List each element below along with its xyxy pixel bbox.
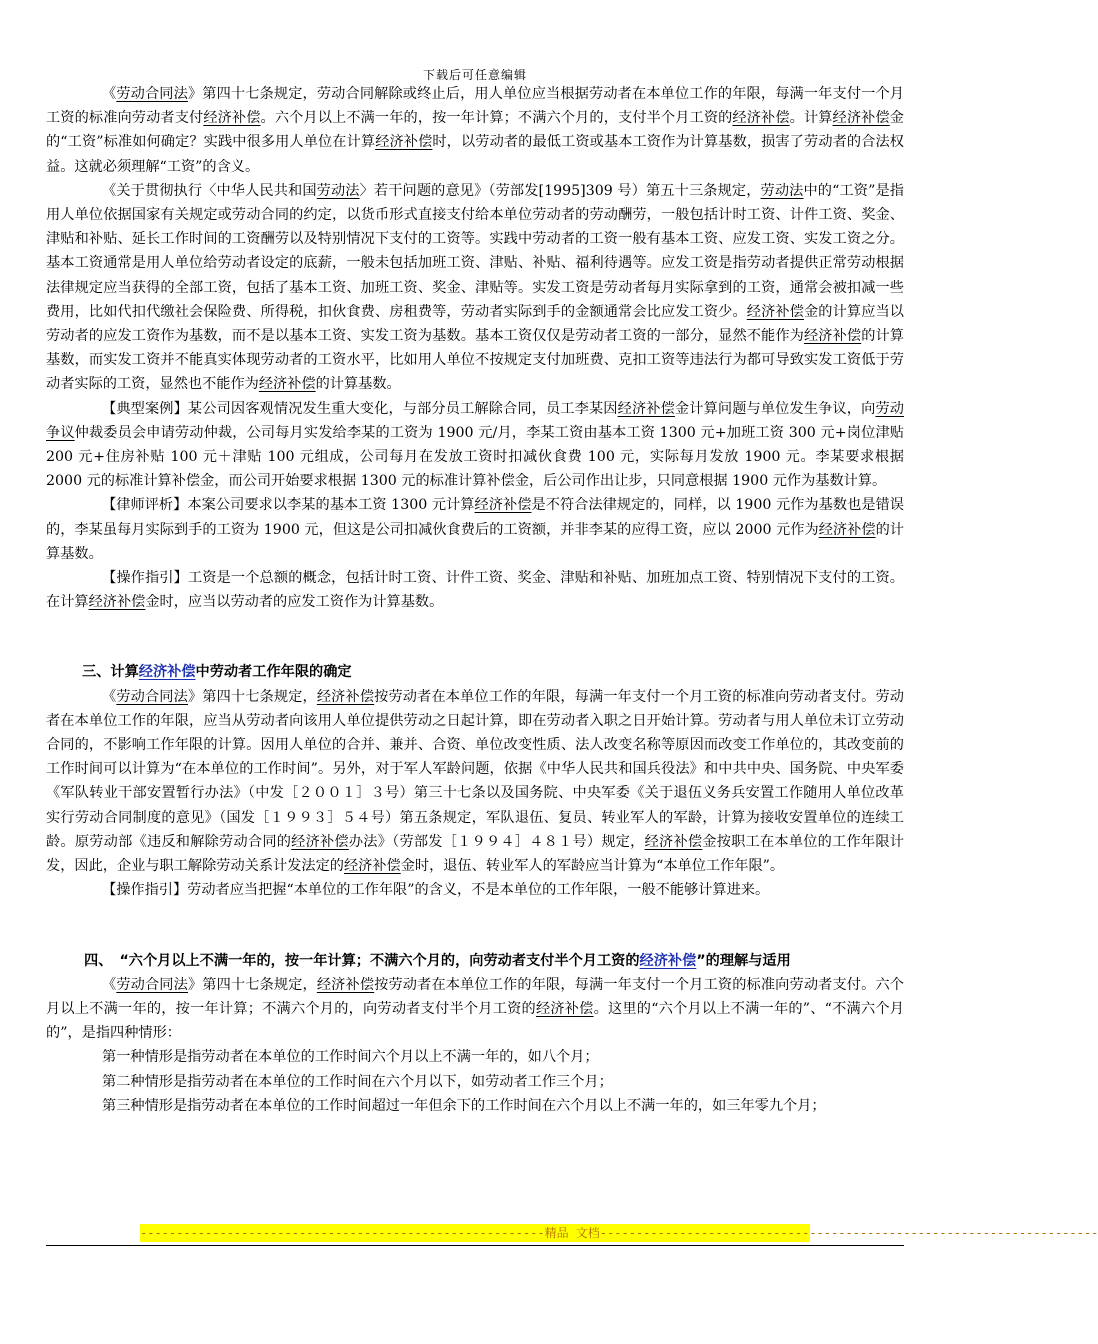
paragraph [46, 685, 904, 879]
section-wage-base [46, 82, 904, 614]
text-run: 的计算基数。 [315, 376, 401, 393]
text-run: 是不符合法律规定的，同样，以 1900 元作为基数也是错误的，李某虽每月实际到手的工资为 1900 元，但这是公司扣减伙食费后的工资额，并非李某的应得工资，应以 2000 元作为 [46, 497, 904, 538]
text-run: 【典型案例】某公司因客观情况发生重大变化，与部分员工解除合同，员工李某因 [102, 400, 618, 417]
text-run: 办法》（劳部发［１９９４］４８１号）规定， [348, 833, 645, 850]
paragraph [46, 179, 904, 397]
term-link[interactable]: 经济补偿 [746, 303, 804, 320]
page-header-note: 下载后可任意编辑 [422, 68, 527, 82]
text-run: 》第四十七条规定，劳动合同解除或终止后，用人单位应当根据劳动者在本单位工作的年限，每满一年支付一个月工资的标准向劳动者支付 [46, 86, 904, 127]
text-run: 的计算基数。 [46, 521, 904, 562]
section-six-months-rule [46, 973, 904, 1118]
text-run: 金的“工资”标准如何确定？实践中很多用人单位在计算 [46, 110, 904, 151]
footer-text: --------------------------------------------------------精品 文档--------------------------------------------------------------------- [140, 1226, 1098, 1240]
text-run: 的计算基数，而实发工资并不能真实体现劳动者的工资水平，比如用人单位不按规定支付加班费、克扣工资等违法行为都可导致实发工资低于劳动者实际的工资，显然也不能作为 [46, 328, 904, 393]
text-run: 金时，应当以劳动者的应发工资作为计算基数。 [145, 594, 444, 611]
term-link[interactable]: 经济补偿 [203, 110, 261, 127]
document-body [46, 82, 904, 1118]
footer-rule [46, 1245, 904, 1246]
paragraph [46, 1070, 904, 1094]
text-run: 》第四十七条规定， [187, 688, 317, 705]
text-run: 第一种情形是指劳动者在本单位的工作时间六个月以上不满一年的，如八个月； [102, 1049, 599, 1066]
text-run: 《关于贯彻执行〈中华人民共和国 [102, 182, 317, 199]
section-heading-4 [46, 949, 904, 973]
term-link[interactable]: 劳动合同法 [116, 86, 188, 102]
heading-text-end: 中劳动者工作年限的确定 [195, 664, 352, 681]
heading-text: 四、 “六个月以上不满一年的，按一年计算；不满六个月的，向劳动者支付半个月工资的 [84, 952, 640, 969]
text-run: 《 [102, 688, 117, 705]
term-link[interactable]: 经济补偿 [474, 497, 532, 514]
paragraph [46, 973, 904, 1046]
term-link[interactable]: 经济补偿 [375, 134, 433, 151]
term-link[interactable]: 经济补偿 [644, 833, 703, 850]
paragraph [46, 1094, 904, 1118]
term-link[interactable]: 经济补偿 [291, 833, 349, 850]
term-link[interactable]: 劳动合同法 [116, 976, 188, 993]
section-heading-3 [46, 660, 904, 684]
term-link[interactable]: 劳动争议 [46, 400, 904, 441]
text-run: 中的“工资”是指用人单位依据国家有关规定或劳动合同的约定，以货币形式直接支付给本单位劳动者的劳动酬劳，一般包括计时工资、计件工资、奖金、津贴和补贴、延长工作时间的工资酬劳以及特别情况下支付的工资等。实践中劳动者的工资一般有基本工资、应发工资、实发工资之分。基本工资通常是用人单位给劳动者设定的底薪，一般未包括加班工资、津贴、补贴、福利待遇等。应发工资是指劳动者提供正常劳动根据法律规定应当获得的全部工资，包括了基本工资、加班工资、奖金、津贴等。实发工资是劳动者每月实际拿到的工资，通常会被扣减一些费用，比如代扣代缴社会保险费、所得税，扣伙食费、房租费等，劳动者实际到手的金额通常会比应发工资少。 [46, 182, 904, 320]
heading-link[interactable]: 经济补偿 [639, 952, 697, 969]
text-run: 第二种情形是指劳动者在本单位的工作时间在六个月以下，如劳动者工作三个月； [102, 1073, 613, 1090]
heading-text-end: ”的理解与适用 [696, 952, 791, 969]
text-run: 第三种情形是指劳动者在本单位的工作时间超过一年但余下的工作时间在六个月以上不满一年的，如三年零九个月； [102, 1097, 826, 1114]
text-run: 【律师评析】本案公司要求以李某的基本工资 1300 元计算 [102, 497, 475, 514]
text-run: 金时，退伍、转业军人的军龄应当计算为“本单位工作年限”。 [400, 858, 785, 875]
term-link[interactable]: 经济补偿 [617, 400, 675, 417]
term-link[interactable]: 经济补偿 [258, 376, 316, 393]
heading-text: 三、计算 [82, 664, 139, 681]
term-link[interactable]: 劳动合同法 [116, 688, 188, 705]
term-link[interactable]: 劳动法 [316, 182, 360, 199]
paragraph [46, 397, 904, 494]
paragraph [46, 493, 904, 566]
text-run: 【操作指引】劳动者应当把握“本单位的工作年限”的含义，不是本单位的工作年限，一般不能够计算进来。 [102, 882, 770, 899]
text-run: 。这里的“六个月以上不满一年的”、“不满六个月的”，是指四种情形： [46, 1000, 904, 1042]
text-run: 〉若干问题的意见》（劳部发[1995]309 号）第五十三条规定， [359, 182, 761, 199]
text-run: 按劳动者在本单位工作的年限，每满一年支付一个月工资的标准向劳动者支付。劳动者在本单位工作的年限，应当从劳动者向该用人单位提供劳动之日起计算，即在劳动者入职之日开始计算。劳动者与用人单位未订立劳动合同的，不影响工作年限的计算。因用人单位的合并、兼并、合资、单位改变性质、法人改变名称等原因而改变工作单位的，其改变前的工作时间可以计算为“在本单位的工作时间”。另外，对于军人军龄问题，依据《中华人民共和国兵役法》和中共中央、国务院、中央军委《军队转业干部安置暂行办法》（中发［２００１］３号）第三十七条以及国务院、中央军委《关于退伍义务兵安置工作随用人单位改革实行劳动合同制度的意见》（国发［１９９３］５４号）第五条规定，军队退伍、复员、转业军人的军龄，计算为接收安置单位的连续工龄。原劳动部《违反和解除劳动合同的 [46, 688, 904, 850]
term-link[interactable]: 经济补偿 [316, 688, 375, 705]
text-run: 仲裁委员会申请劳动仲裁，公司每月实发给李某的工资为 1900 元/月，李某工资由基本工资 1300 元+加班工资 300 元+岗位津贴 200 元+住房补贴 100 元＋津贴 100 元组成，公司每月在发放工资时扣减伙食费 100 元，实际每月发放 1900 元。李某要求根据 2000 元的标准计算补偿金，而公司开始要求根据 1300 元的标准计算补偿金，后公司作出让步，只同意根据 1900 元作为基数计算。 [46, 424, 904, 490]
term-link[interactable]: 经济补偿 [732, 110, 790, 127]
paragraph [46, 566, 904, 614]
paragraph [46, 878, 904, 902]
section-work-years [46, 685, 904, 903]
text-run: 金按职工在本单位的工作年限计发，因此，企业与职工解除劳动关系计发法定的 [46, 833, 904, 875]
text-run: 》第四十七条规定， [187, 976, 317, 993]
paragraph [46, 1045, 904, 1069]
text-run: 按劳动者在本单位工作的年限，每满一年支付一个月工资的标准向劳动者支付。六个月以上不满一年的，按一年计算；不满六个月的，向劳动者支付半个月工资的 [46, 976, 904, 1017]
term-link[interactable]: 经济补偿 [818, 521, 876, 538]
term-link[interactable]: 劳动法 [760, 182, 804, 199]
text-run: 时，以劳动者的最低工资或基本工资作为计算基数，损害了劳动者的合法权益。这就必须理解“工资”的含义。 [46, 134, 904, 175]
section-spacer [46, 903, 904, 949]
term-link[interactable]: 经济补偿 [343, 858, 401, 875]
heading-link[interactable]: 经济补偿 [138, 664, 196, 681]
text-run: 。计算 [789, 110, 833, 127]
term-link[interactable]: 经济补偿 [316, 976, 375, 993]
text-run: 金计算问题与单位发生争议，向 [674, 400, 876, 417]
term-link[interactable]: 经济补偿 [88, 594, 146, 611]
term-link[interactable]: 经济补偿 [832, 110, 890, 127]
text-run: 。六个月以上不满一年的，按一年计算；不满六个月的，支付半个月工资的 [260, 110, 733, 127]
text-run: 《 [102, 976, 117, 993]
text-run: 《 [102, 86, 117, 102]
section-spacer [46, 614, 904, 660]
text-run: 【操作指引】工资是一个总额的概念，包括计时工资、计件工资、奖金、津贴和补贴、加班加点工资、特别情况下支付的工资。在计算 [46, 570, 904, 611]
term-link[interactable]: 经济补偿 [803, 328, 862, 345]
text-run: 金的计算应当以劳动者的应发工资作为基数，而不是以基本工资、实发工资为基数。基本工资仅仅是劳动者工资的一部分，显然不能作为 [46, 303, 904, 345]
paragraph [46, 82, 904, 179]
term-link[interactable]: 经济补偿 [535, 1000, 594, 1017]
